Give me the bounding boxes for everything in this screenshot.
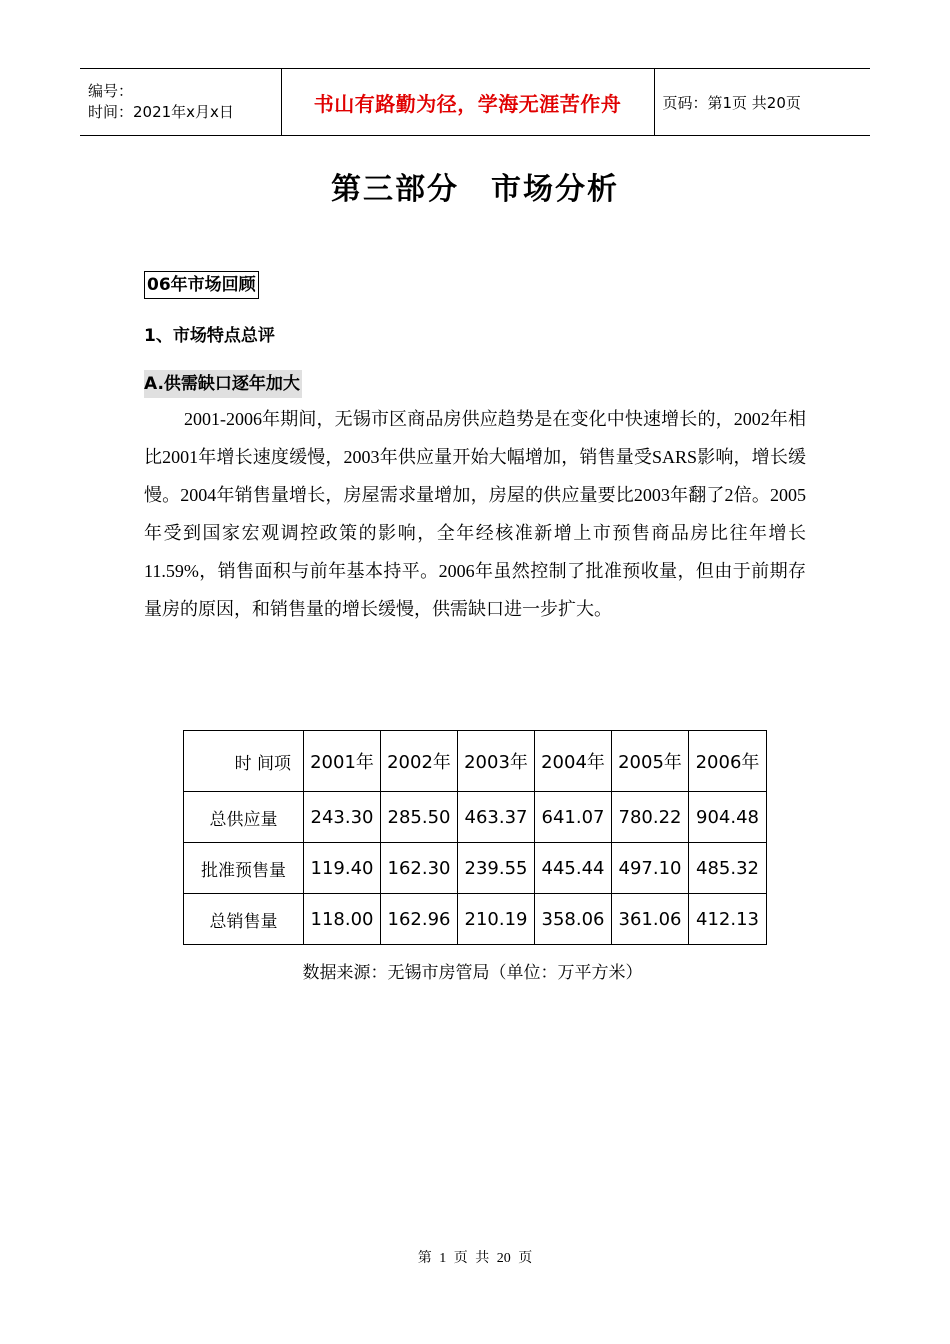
section-title-box: 06年市场回顾 [144,271,259,299]
header-page-info: 页码：第1页 共20页 [662,93,801,112]
data-source-note: 数据来源：无锡市房管局（单位：万平方米） [302,963,643,983]
header-motto-cell [281,69,654,136]
row-label: 总销售量 [184,894,304,945]
table-cell: 904.48 [689,792,767,843]
page-footer: 第 1 页 共 20 页 [417,1251,533,1266]
row-label: 总供应量 [184,792,304,843]
table-cell: 497.10 [612,843,689,894]
subheading: 1、市场特点总评 [144,326,275,346]
table-cell: 119.40 [304,843,381,894]
highlight-heading: A.供需缺口逐年加大 [144,370,302,398]
year-header: 2006年 [689,731,767,792]
table-row [184,894,767,945]
table-header-row [184,731,767,792]
year-header: 2004年 [535,731,612,792]
table-cell: 361.06 [612,894,689,945]
table-cell: 210.19 [458,894,535,945]
table-cell: 162.96 [381,894,458,945]
document-number-label: 编号： [88,82,134,100]
table-cell: 463.37 [458,792,535,843]
year-header: 2003年 [458,731,535,792]
table-cell: 162.30 [381,843,458,894]
table-corner-cell: 时 间项 [184,731,304,792]
table-cell: 285.50 [381,792,458,843]
table-cell: 239.55 [458,843,535,894]
market-data-table [183,730,767,945]
document-time-label: 时间：2021年x月x日 [88,103,234,121]
table-row [184,843,767,894]
document-header [80,68,870,136]
table-cell: 358.06 [535,894,612,945]
row-label: 批准预售量 [184,843,304,894]
table-cell: 485.32 [689,843,767,894]
year-header: 2001年 [304,731,381,792]
table-cell: 641.07 [535,792,612,843]
page-title: 第三部分 市场分析 [331,172,619,207]
header-page-cell [654,69,870,136]
year-header: 2005年 [612,731,689,792]
table-cell: 118.00 [304,894,381,945]
header-left-cell [80,69,281,136]
header-motto: 书山有路勤为径，学海无涯苦作舟 [313,91,622,116]
table-cell: 243.30 [304,792,381,843]
table-cell: 412.13 [689,894,767,945]
table-cell: 445.44 [535,843,612,894]
year-header: 2002年 [381,731,458,792]
table-row [184,792,767,843]
table-cell: 780.22 [612,792,689,843]
body-paragraph: 2001-2006年期间，无锡市区商品房供应趋势是在变化中快速增长的，2002年相比2001年增长速度缓慢，2003年供应量开始大幅增加，销售量受SARS影响，增长缓慢。2004年销售量增长，房屋需求量增加，房屋的供应量要比2003年翻了2倍。2005年受到国家宏观调控政策的影响，全年经核准新增上市预售商品房比往年增长11.59%，销售面积与前年基本持平。2006年虽然控制了批准预收量，但由于前期存量房的原因，和销售量的增长缓慢，供需缺口进一步扩大。 [144,409,806,619]
